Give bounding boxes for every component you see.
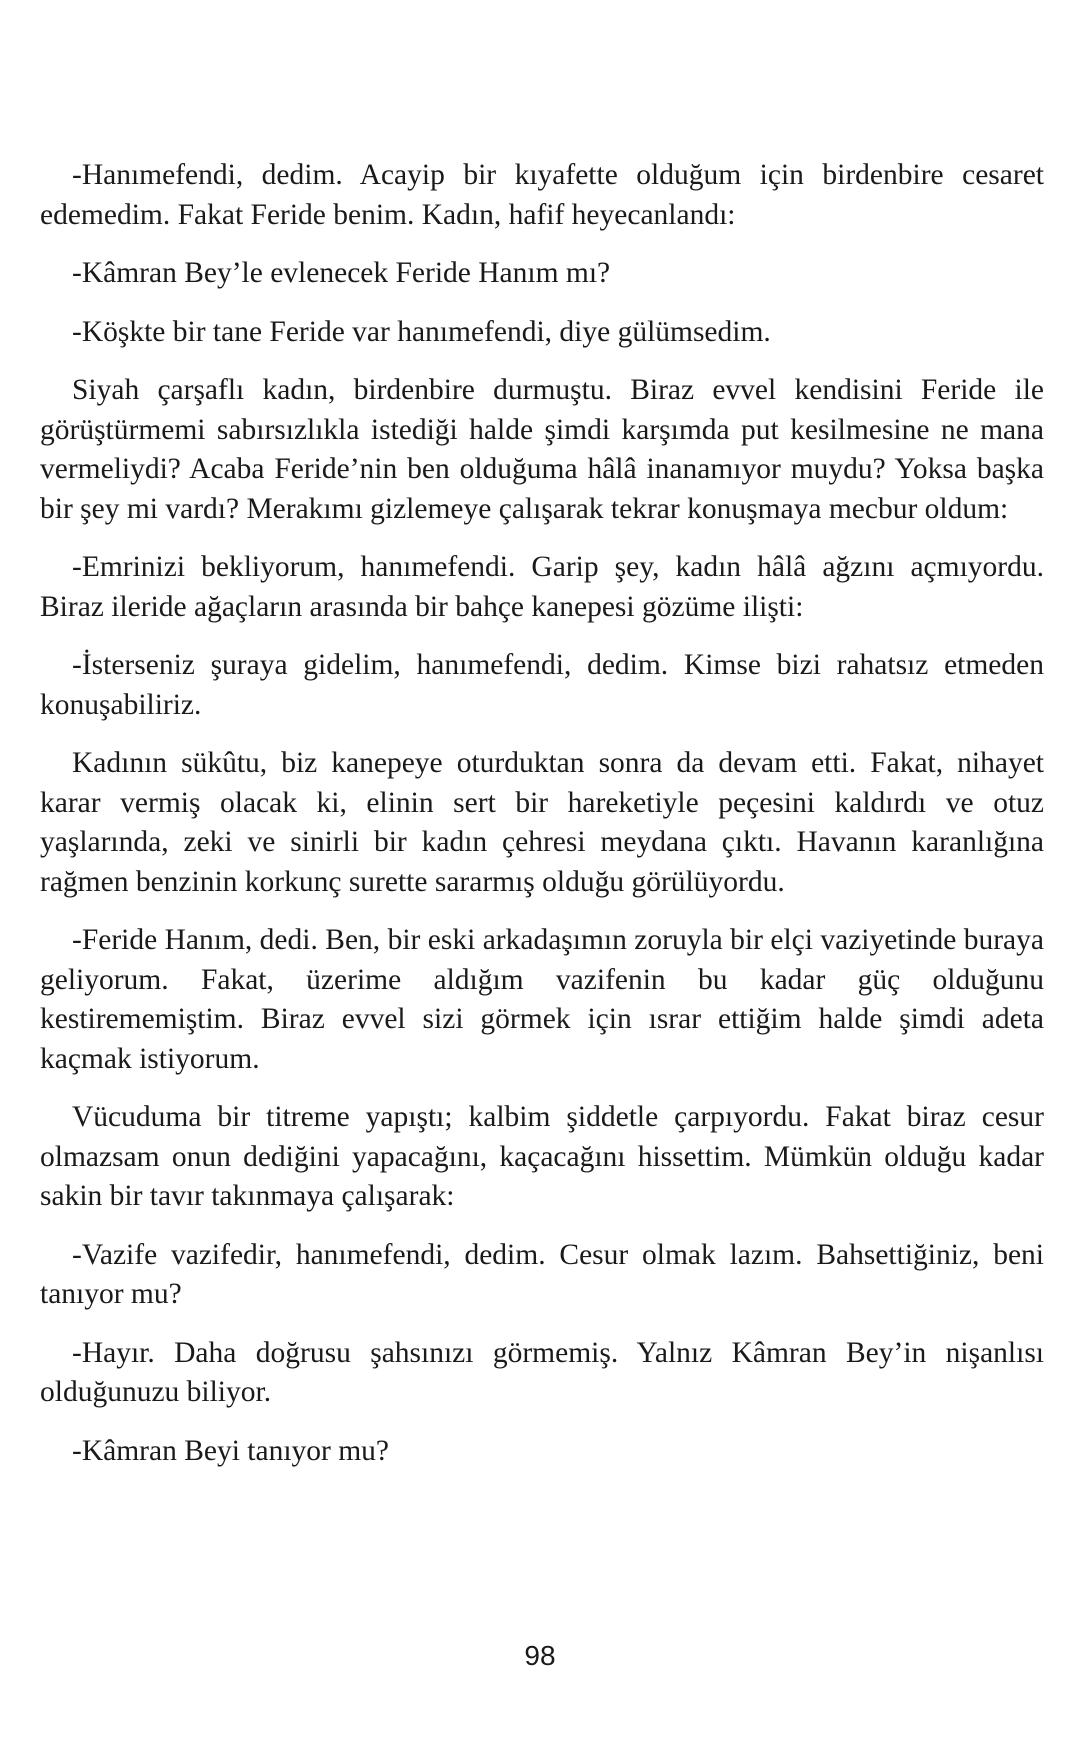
paragraph: -Feride Hanım, dedi. Ben, bir eski arkadaşımın zoruyla bir elçi vaziyetinde buraya geliyorum. Fakat, üzerime aldığım vazifenin bu kadar güç olduğunu kestirememiştim. Biraz evvel sizi görmek için ısrar ettiğim halde şimdi adeta kaçmak istiyorum. [40, 924, 1044, 1075]
paragraph: -Kâmran Bey’le evlenecek Feride Hanım mı? [72, 257, 611, 289]
paragraph: Vücuduma bir titreme yapıştı; kalbim şiddetle çarpıyordu. Fakat biraz cesur olmazsam onun dediğini yapacağını, kaçacağını hissettim. Mümkün olduğu kadar sakin bir tavır takınmaya çalışarak: [40, 1101, 1044, 1212]
paragraph: -Emrinizi bekliyorum, hanımefendi. Garip şey, kadın hâlâ ağzını açmıyordu. Biraz ileride ağaçların arasında bir bahçe kanepesi gözüme ilişti: [40, 551, 1044, 623]
paragraph: -Hayır. Daha doğrusu şahsınızı görmemiş. Yalnız Kâmran Bey’in nişanlısı olduğunuzu biliyor. [40, 1336, 1044, 1408]
page-number: 98 [524, 1640, 556, 1671]
paragraph: -İsterseniz şuraya gidelim, hanımefendi, dedim. Kimse bizi rahatsız etmeden konuşabiliriz. [40, 649, 1044, 721]
paragraph: -Hanımefendi, dedim. Acayip bir kıyafette olduğum için birdenbire cesaret edemedim. Fakat Feride benim. Kadın, hafif heyecanlandı: [40, 159, 1044, 231]
page-body-text [40, 156, 1044, 1471]
paragraph: -Köşkte bir tane Feride var hanımefendi, diye gülümsedim. [72, 315, 771, 348]
paragraph: Kadının sükûtu, biz kanepeye oturduktan sonra da devam etti. Fakat, nihayet karar vermiş olacak ki, elinin sert bir hareketiyle peçesini kaldırdı ve otuz yaşlarında, zeki ve sinirli bir kadın çehresi meydana çıktı. Havanın karanlığına rağmen benzinin korkunç surette sararmış olduğu görülüyordu. [40, 747, 1044, 898]
paragraph: -Kâmran Beyi tanıyor mu? [72, 1434, 390, 1467]
paragraph: -Vazife vazifedir, hanımefendi, dedim. Cesur olmak lazım. Bahsettiğiniz, beni tanıyor mu? [40, 1238, 1044, 1310]
paragraph: Siyah çarşaflı kadın, birdenbire durmuştu. Biraz evvel kendisini Feride ile görüştürmemi sabırsızlıkla istediği halde şimdi karşımda put kesilmesine ne mana vermeliydi? Acaba Feride’nin ben olduğuma hâlâ inanamıyor muydu? Yoksa başka bir şey mi vardı? Merakımı gizlemeye çalışarak tekrar konuşmaya mecbur oldum: [40, 374, 1044, 525]
